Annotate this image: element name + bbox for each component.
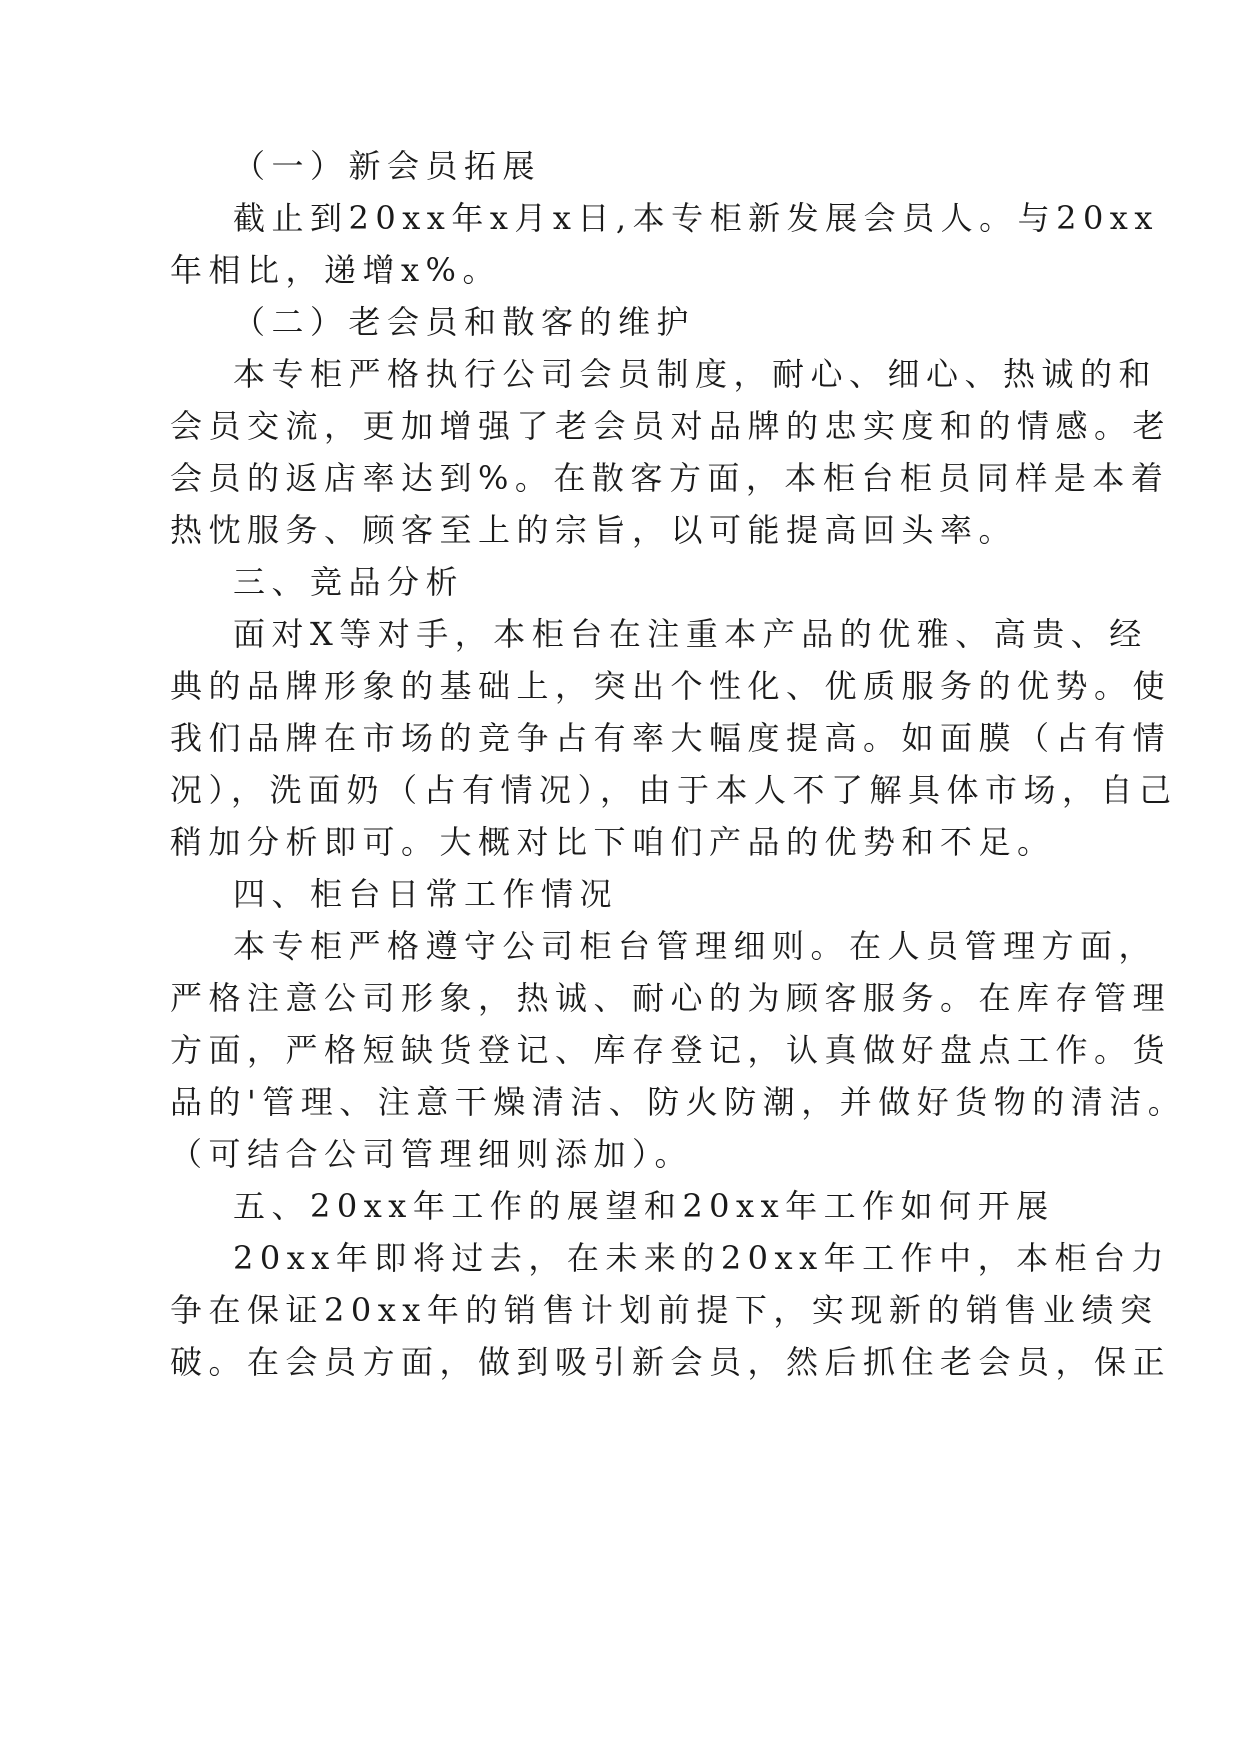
paragraph-line: 本专柜严格遵守公司柜台管理细则。在人员管理方面， <box>233 927 1158 965</box>
paragraph-line: 热忱服务、顾客至上的宗旨，以可能提高回头率。 <box>170 511 1018 549</box>
heading-new-member-expansion: （一）新会员拓展 <box>233 147 542 185</box>
heading-work-outlook: 五、20xx年工作的展望和20xx年工作如何开展 <box>233 1187 1055 1225</box>
paragraph-line: 品的'管理、注意干燥清洁、防火防潮，并做好货物的清洁。 <box>170 1083 1187 1121</box>
paragraph-line: 争在保证20xx年的销售计划前提下，实现新的销售业绩突 <box>170 1291 1159 1329</box>
paragraph-line: 面对X等对手，本柜台在注重本产品的优雅、高贵、经 <box>233 615 1148 653</box>
heading-member-maintenance: （二）老会员和散客的维护 <box>233 303 696 341</box>
paragraph-line: 方面，严格短缺货登记、库存登记，认真做好盘点工作。货 <box>170 1031 1172 1069</box>
paragraph-line: 年相比，递增x%。 <box>170 251 501 289</box>
paragraph-line: 典的品牌形象的基础上，突出个性化、优质服务的优势。使 <box>170 667 1172 705</box>
heading-counter-daily-work: 四、柜台日常工作情况 <box>233 875 619 913</box>
paragraph-line: 严格注意公司形象，热诚、耐心的为顾客服务。在库存管理 <box>170 979 1172 1017</box>
paragraph-line: 会员交流，更加增强了老会员对品牌的忠实度和的情感。老 <box>170 407 1172 445</box>
heading-competitor-analysis: 三、竞品分析 <box>233 563 465 601</box>
paragraph-line: 本专柜严格执行公司会员制度，耐心、细心、热诚的和 <box>233 355 1158 393</box>
paragraph-line: 况），洗面奶（占有情况），由于本人不了解具体市场，自己 <box>170 771 1178 809</box>
paragraph-line: 我们品牌在市场的竞争占有率大幅度提高。如面膜（占有情 <box>170 719 1172 757</box>
paragraph-line: 稍加分析即可。大概对比下咱们产品的优势和不足。 <box>170 823 1056 861</box>
paragraph-line: 会员的返店率达到%。在散客方面，本柜台柜员同样是本着 <box>170 459 1170 497</box>
paragraph-line: 破。在会员方面，做到吸引新会员，然后抓住老会员，保正 <box>170 1343 1172 1381</box>
paragraph-line: 20xx年即将过去，在未来的20xx年工作中，本柜台力 <box>233 1239 1171 1277</box>
paragraph-line: 截止到20xx年x月x日,本专柜新发展会员人。与20xx <box>233 199 1159 237</box>
paragraph-line: （可结合公司管理细则添加）。 <box>170 1135 694 1173</box>
